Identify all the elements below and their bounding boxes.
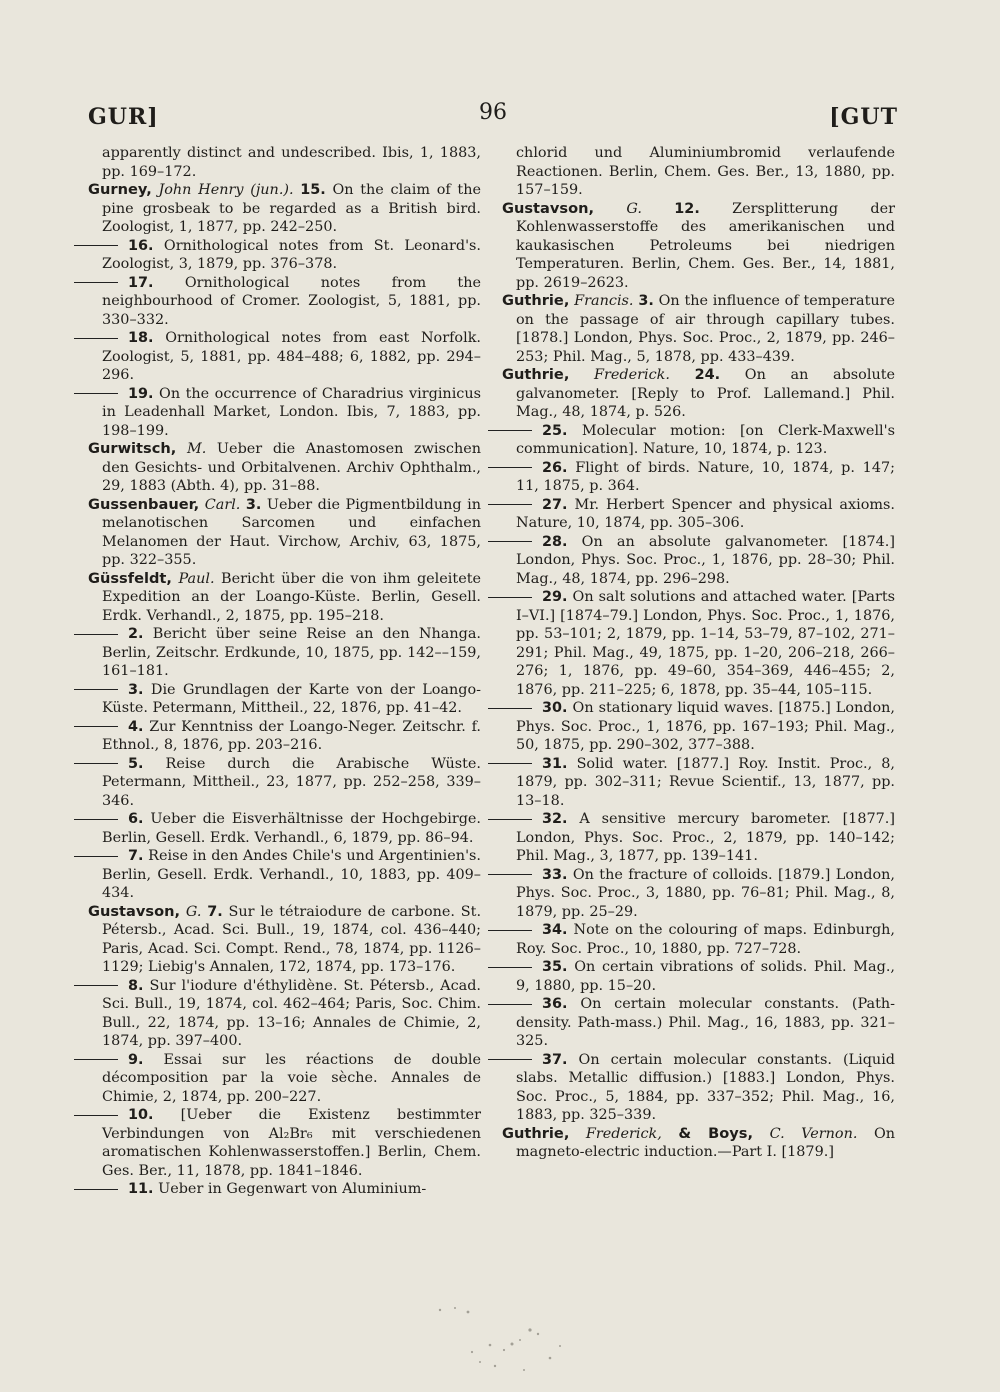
entry-number: 2.: [128, 626, 144, 642]
entry-text: On an absolute galvanometer. [1874.] London, Phys. Soc. Proc., 1, 1876, pp. 28–30; Phil. Mag., 48, 1874, pp. 296–298.: [516, 533, 895, 587]
bibliography-entry: [88, 385, 481, 441]
author-surname: Güssfeldt,: [88, 569, 172, 587]
author-given-name: Carl.: [204, 496, 241, 513]
bibliography-entry: [88, 329, 481, 385]
author-given-name: John Henry (jun.).: [158, 182, 294, 198]
ditto-rule: [74, 1115, 118, 1116]
ditto-rule: [488, 597, 532, 598]
bibliography-entry: [88, 903, 481, 977]
entry-text: On the fracture of colloids. [1879.] London, Phys. Soc. Proc., 3, 1880, pp. 76–81; Phil. Mag., 8, 1879, pp. 25–29.: [516, 866, 895, 920]
bibliography-entry: [88, 440, 481, 496]
author-surname: Guthrie,: [502, 292, 570, 309]
author-surname: Guthrie,: [502, 1124, 570, 1142]
ditto-rule: [74, 763, 118, 764]
bibliography-entry: [88, 755, 481, 811]
bibliography-entry: [88, 1106, 481, 1180]
ditto-rule: [74, 689, 118, 690]
ditto-rule: [488, 430, 532, 431]
entry-number: 32.: [542, 811, 568, 827]
entry-number: 33.: [542, 866, 568, 883]
entry-number: 3.: [128, 681, 144, 698]
page-header: [88, 100, 898, 134]
bibliography-entry: [88, 718, 481, 755]
entry-text: A sensitive mercury barometer. [1877.] London, Phys. Soc. Proc., 2, 1879, pp. 140–142; Phil. Mag., 3, 1877, pp. 139–141.: [516, 811, 895, 864]
entry-text: On certain molecular constants. (Liquid slabs. Metallic diffusion.) [1883.] London, Phys. Soc. Proc., 5, 1884, pp. 337–352; Phil. Mag., 16, 1883, pp. 325–339.: [516, 1051, 896, 1123]
bibliography-entry: [502, 588, 895, 699]
entry-text: Mr. Herbert Spencer and physical axioms. Nature, 10, 1874, pp. 305–306.: [516, 496, 895, 531]
entry-text: On magneto-electric induction.—Part I. [1879.]: [516, 1125, 896, 1160]
ditto-rule: [488, 763, 532, 764]
author-given-name: Frederick,: [585, 1125, 662, 1142]
entry-number: 25.: [542, 422, 568, 439]
entry-text: On the occurrence of Charadrius virginicus in Leadenhall Market, London. Ibis, 7, 1883, pp. 198–199.: [102, 385, 482, 439]
entry-text: On certain vibrations of solids. Phil. Mag., 9, 1880, pp. 15–20.: [516, 959, 895, 994]
entry-number: 30.: [542, 700, 568, 716]
entry-text: On an absolute galvanometer. [Reply to Prof. Lallemand.] Phil. Mag., 48, 1874, p. 526.: [516, 367, 896, 420]
entry-text: Ornithological notes from east Norfolk. Zoologist, 5, 1881, pp. 484–488; 6, 1882, pp. 294–296.: [102, 330, 481, 383]
bibliography-entry: [88, 570, 481, 626]
ditto-rule: [488, 541, 532, 542]
ditto-rule: [488, 1004, 532, 1005]
ditto-rule: [74, 282, 118, 283]
author-given-name: G.: [626, 200, 642, 217]
author-given-name: G.: [185, 903, 202, 920]
coauthor-surname: & Boys,: [678, 1124, 754, 1142]
bibliography-entry: [502, 200, 895, 293]
bibliography-entry: [502, 810, 895, 866]
ditto-rule: [488, 930, 532, 931]
bibliography-entry: [502, 699, 895, 755]
entry-number: 8.: [128, 977, 144, 994]
entry-number: 24.: [694, 367, 721, 383]
bibliography-entry: [502, 995, 895, 1051]
bibliography-entry: [88, 1051, 481, 1107]
bibliography-entry: [502, 459, 895, 496]
page-number: 96: [479, 100, 507, 125]
ditto-rule: [74, 1189, 118, 1190]
bibliography-entry: [502, 292, 895, 366]
entry-text: Note on the colouring of maps. Edinburgh, Roy. Soc. Proc., 10, 1880, pp. 727–728.: [516, 922, 896, 957]
entry-text: Ueber in Gegenwart von Aluminium-: [158, 1181, 427, 1197]
header-left-guide: GUR]: [88, 104, 159, 130]
bibliography-entry: [502, 144, 895, 200]
entry-text: Reise durch die Arabische Wüste. Petermann, Mittheil., 23, 1877, pp. 252–258, 339–346.: [102, 755, 481, 809]
entry-text: Ornithological notes from St. Leonard's. Zoologist, 3, 1879, pp. 376–378.: [102, 237, 482, 272]
ditto-rule: [488, 1059, 532, 1060]
author-surname: Guthrie,: [502, 366, 570, 383]
entry-number: 5.: [128, 755, 144, 772]
entry-number: 15.: [300, 182, 326, 198]
entry-text: Bericht über die von ihm geleitete Expedition an der Loango-Küste. Berlin, Gesell. Erdk. Verhandl., 2, 1875, pp. 195–218.: [102, 570, 482, 624]
entry-number: 31.: [542, 755, 568, 772]
bibliography-entry: [88, 847, 481, 903]
entry-text: Flight of birds. Nature, 10, 1874, p. 147; 11, 1875, p. 364.: [516, 459, 895, 494]
entry-number: 35.: [542, 959, 568, 975]
ditto-rule: [488, 874, 532, 875]
entry-text: Solid water. [1877.] Roy. Instit. Proc., 8, 1879, pp. 302–311; Revue Scientif., 13, 1877, pp. 13–18.: [516, 755, 895, 809]
ditto-rule: [74, 245, 118, 246]
ditto-rule: [74, 634, 118, 635]
bibliography-entry: [88, 810, 481, 847]
author-surname: Gussenbauer,: [88, 495, 200, 513]
entry-number: 37.: [542, 1051, 568, 1068]
ditto-rule: [488, 967, 532, 968]
entry-text: Die Grundlagen der Karte von der Loango-Küste. Petermann, Mittheil., 22, 1876, pp. 41–42.: [102, 681, 482, 716]
entry-number: 26.: [542, 459, 568, 476]
left-column: [88, 144, 481, 1199]
entry-number: 28.: [542, 533, 568, 550]
entry-text: [Ueber die Existenz bestimmter Verbindungen von Al₂Br₆ mit verschiedenen aromatischen Kohlenwasserstoffen.] Berlin, Chem. Ges. Ber., 11, 1878, pp. 1841–1846.: [102, 1107, 482, 1179]
ditto-rule: [74, 726, 118, 727]
ditto-rule: [74, 985, 118, 986]
author-surname: Gurney,: [88, 181, 152, 198]
right-column: [502, 144, 895, 1162]
bibliography-entry: [502, 496, 895, 533]
entry-text: Sur l'iodure d'éthylidène. St. Pétersb., Acad. Sci. Bull., 19, 1874, col. 462–464; Paris, Soc. Chim. Bull., 22, 1874, pp. 13–16; Annales de Chimie, 2, 1874, pp. 397–400.: [102, 977, 482, 1049]
entry-number: 7.: [207, 903, 223, 920]
entry-text: Ueber die Eisverhältnisse der Hochgebirge. Berlin, Gesell. Erdk. Verhandl., 6, 1879, pp. 86–94.: [102, 811, 481, 846]
ditto-rule: [74, 393, 118, 394]
bibliography-entry: [88, 977, 481, 1051]
entry-text: On salt solutions and attached water. [Parts I–VI.] [1874–79.] London, Phys. Soc. Proc., 1, 1876, pp. 53–101; 2, 1879, pp. 1–14, 53–79, 87–102, 271–291; Phil. Mag., 49, 1875, pp. 1–20, 206–218, 266–276; 1, 1876, pp. 49–60, 354–369, 446–455; 2, 1876, pp. 211–225; 6, 1878, pp. 35–44, 105–115.: [516, 589, 896, 698]
bibliography-entry: [88, 144, 481, 181]
author-surname: Gustavson,: [88, 902, 181, 920]
bibliography-entry: [88, 237, 481, 274]
bibliography-entry: [88, 681, 481, 718]
coauthor-given-name: C. Vernon.: [769, 1125, 858, 1142]
ditto-rule: [488, 708, 532, 709]
entry-number: 34.: [542, 922, 568, 938]
bibliography-entry: [88, 625, 481, 681]
entry-text: Ornithological notes from the neighbourhood of Cromer. Zoologist, 5, 1881, pp. 330–332.: [102, 274, 481, 328]
ditto-rule: [74, 819, 118, 820]
entry-text: chlorid und Aluminiumbromid verlaufende Reactionen. Berlin, Chem. Ges. Ber., 13, 1880, pp. 157–159.: [516, 145, 895, 198]
ditto-rule: [74, 1059, 118, 1060]
entry-number: 11.: [128, 1181, 154, 1197]
entry-number: 12.: [674, 200, 700, 217]
entry-number: 3.: [245, 496, 262, 513]
header-right-guide: [GUT: [829, 104, 898, 130]
author-given-name: Paul.: [178, 570, 215, 587]
ditto-rule: [488, 819, 532, 820]
ink-smudge-mark: [420, 1300, 580, 1380]
entry-number: 27.: [542, 496, 568, 513]
entry-number: 19.: [128, 385, 154, 402]
entry-number: 17.: [128, 274, 154, 291]
entry-text: Ueber die Pigmentbildung in melanotischen Sarcomen und einfachen Melanomen der Haut. Virchow, Archiv, 63, 1875, pp. 322–355.: [102, 496, 481, 568]
bibliography-entry: [502, 422, 895, 459]
author-surname: Gurwitsch,: [88, 440, 177, 457]
entry-text: Zur Kenntniss der Loango-Neger. Zeitschr. f. Ethnol., 8, 1876, pp. 203–216.: [102, 718, 482, 753]
entry-text: apparently distinct and undescribed. Ibis, 1, 1883, pp. 169–172.: [102, 145, 481, 180]
entry-text: Molecular motion: [on Clerk-Maxwell's communication]. Nature, 10, 1874, p. 123.: [516, 422, 895, 457]
bibliography-entry: [502, 533, 895, 589]
bibliography-entry: [88, 496, 481, 570]
bibliography-entry: [502, 755, 895, 811]
author-given-name: M.: [186, 441, 207, 457]
entry-text: Reise in den Andes Chile's und Argentinien's. Berlin, Gesell. Erdk. Verhandl., 10, 1883, pp. 409–434.: [102, 848, 481, 901]
entry-number: 7.: [128, 848, 144, 864]
bibliography-entry: [88, 181, 481, 237]
entry-text: On the claim of the pine grosbeak to be regarded as a British bird. Zoologist, 1, 1877, pp. 242–250.: [102, 182, 481, 235]
bibliography-entry: [502, 866, 895, 922]
author-surname: Gustavson,: [502, 199, 595, 217]
entry-text: On stationary liquid waves. [1875.] London, Phys. Soc. Proc., 1, 1876, pp. 167–193; Phil. Mag., 50, 1875, pp. 290–302, 377–388.: [516, 700, 895, 753]
ditto-rule: [74, 338, 118, 339]
entry-text: Ueber die Anastomosen zwischen den Gesichts- und Orbitalvenen. Archiv Ophthalm., 29, 1883 (Abth. 4), pp. 31–88.: [102, 441, 482, 494]
author-given-name: Francis.: [574, 293, 634, 309]
ditto-rule: [74, 856, 118, 857]
author-given-name: Frederick.: [594, 367, 670, 383]
ditto-rule: [488, 504, 532, 505]
entry-text: Zersplitterung der Kohlenwasserstoffe des amerikanischen und kaukasischen Petroleums bei niedrigen Temperaturen. Berlin, Chem. Ges. Ber., 14, 1881, pp. 2619–2623.: [516, 200, 895, 291]
bibliography-entry: [502, 1125, 895, 1162]
entry-number: 16.: [128, 237, 154, 254]
bibliography-entry: [88, 274, 481, 330]
bibliography-entry: [502, 958, 895, 995]
entry-text: Sur le tétraiodure de carbone. St. Pétersb., Acad. Sci. Bull., 19, 1874, col. 436–440; Paris, Acad. Sci. Compt. Rend., 78, 1874, pp. 1126–1129; Liebig's Annalen, 172, 1874, pp. 173–176.: [102, 903, 482, 975]
bibliography-entry: [502, 1051, 895, 1125]
entry-number: 6.: [128, 811, 144, 827]
entry-number: 29.: [542, 589, 568, 605]
entry-number: 36.: [542, 996, 568, 1012]
entry-text: On certain molecular constants. (Path-density. Path-mass.) Phil. Mag., 16, 1883, pp. 321–325.: [516, 996, 895, 1049]
bibliography-entry: [502, 366, 895, 422]
entry-number: 4.: [128, 718, 144, 735]
bibliography-entry: [502, 921, 895, 958]
entry-text: On the influence of temperature on the passage of air through capillary tubes. [1878.] London, Phys. Soc. Proc., 2, 1879, pp. 246–253; Phil. Mag., 5, 1878, pp. 433–439.: [516, 293, 896, 365]
entry-number: 18.: [128, 330, 154, 346]
entry-number: 9.: [128, 1051, 144, 1068]
bibliography-entry: [88, 1180, 481, 1199]
entry-number: 10.: [128, 1107, 154, 1123]
entry-text: Bericht über seine Reise an den Nhanga. Berlin, Zeitschr. Erdkunde, 10, 1875, pp. 142––159, 161–181.: [102, 626, 481, 679]
entry-text: Essai sur les réactions de double décomposition par la voie sèche. Annales de Chimie, 2, 1874, pp. 200–227.: [102, 1051, 481, 1105]
entry-number: 3.: [638, 293, 654, 309]
ditto-rule: [488, 467, 532, 468]
